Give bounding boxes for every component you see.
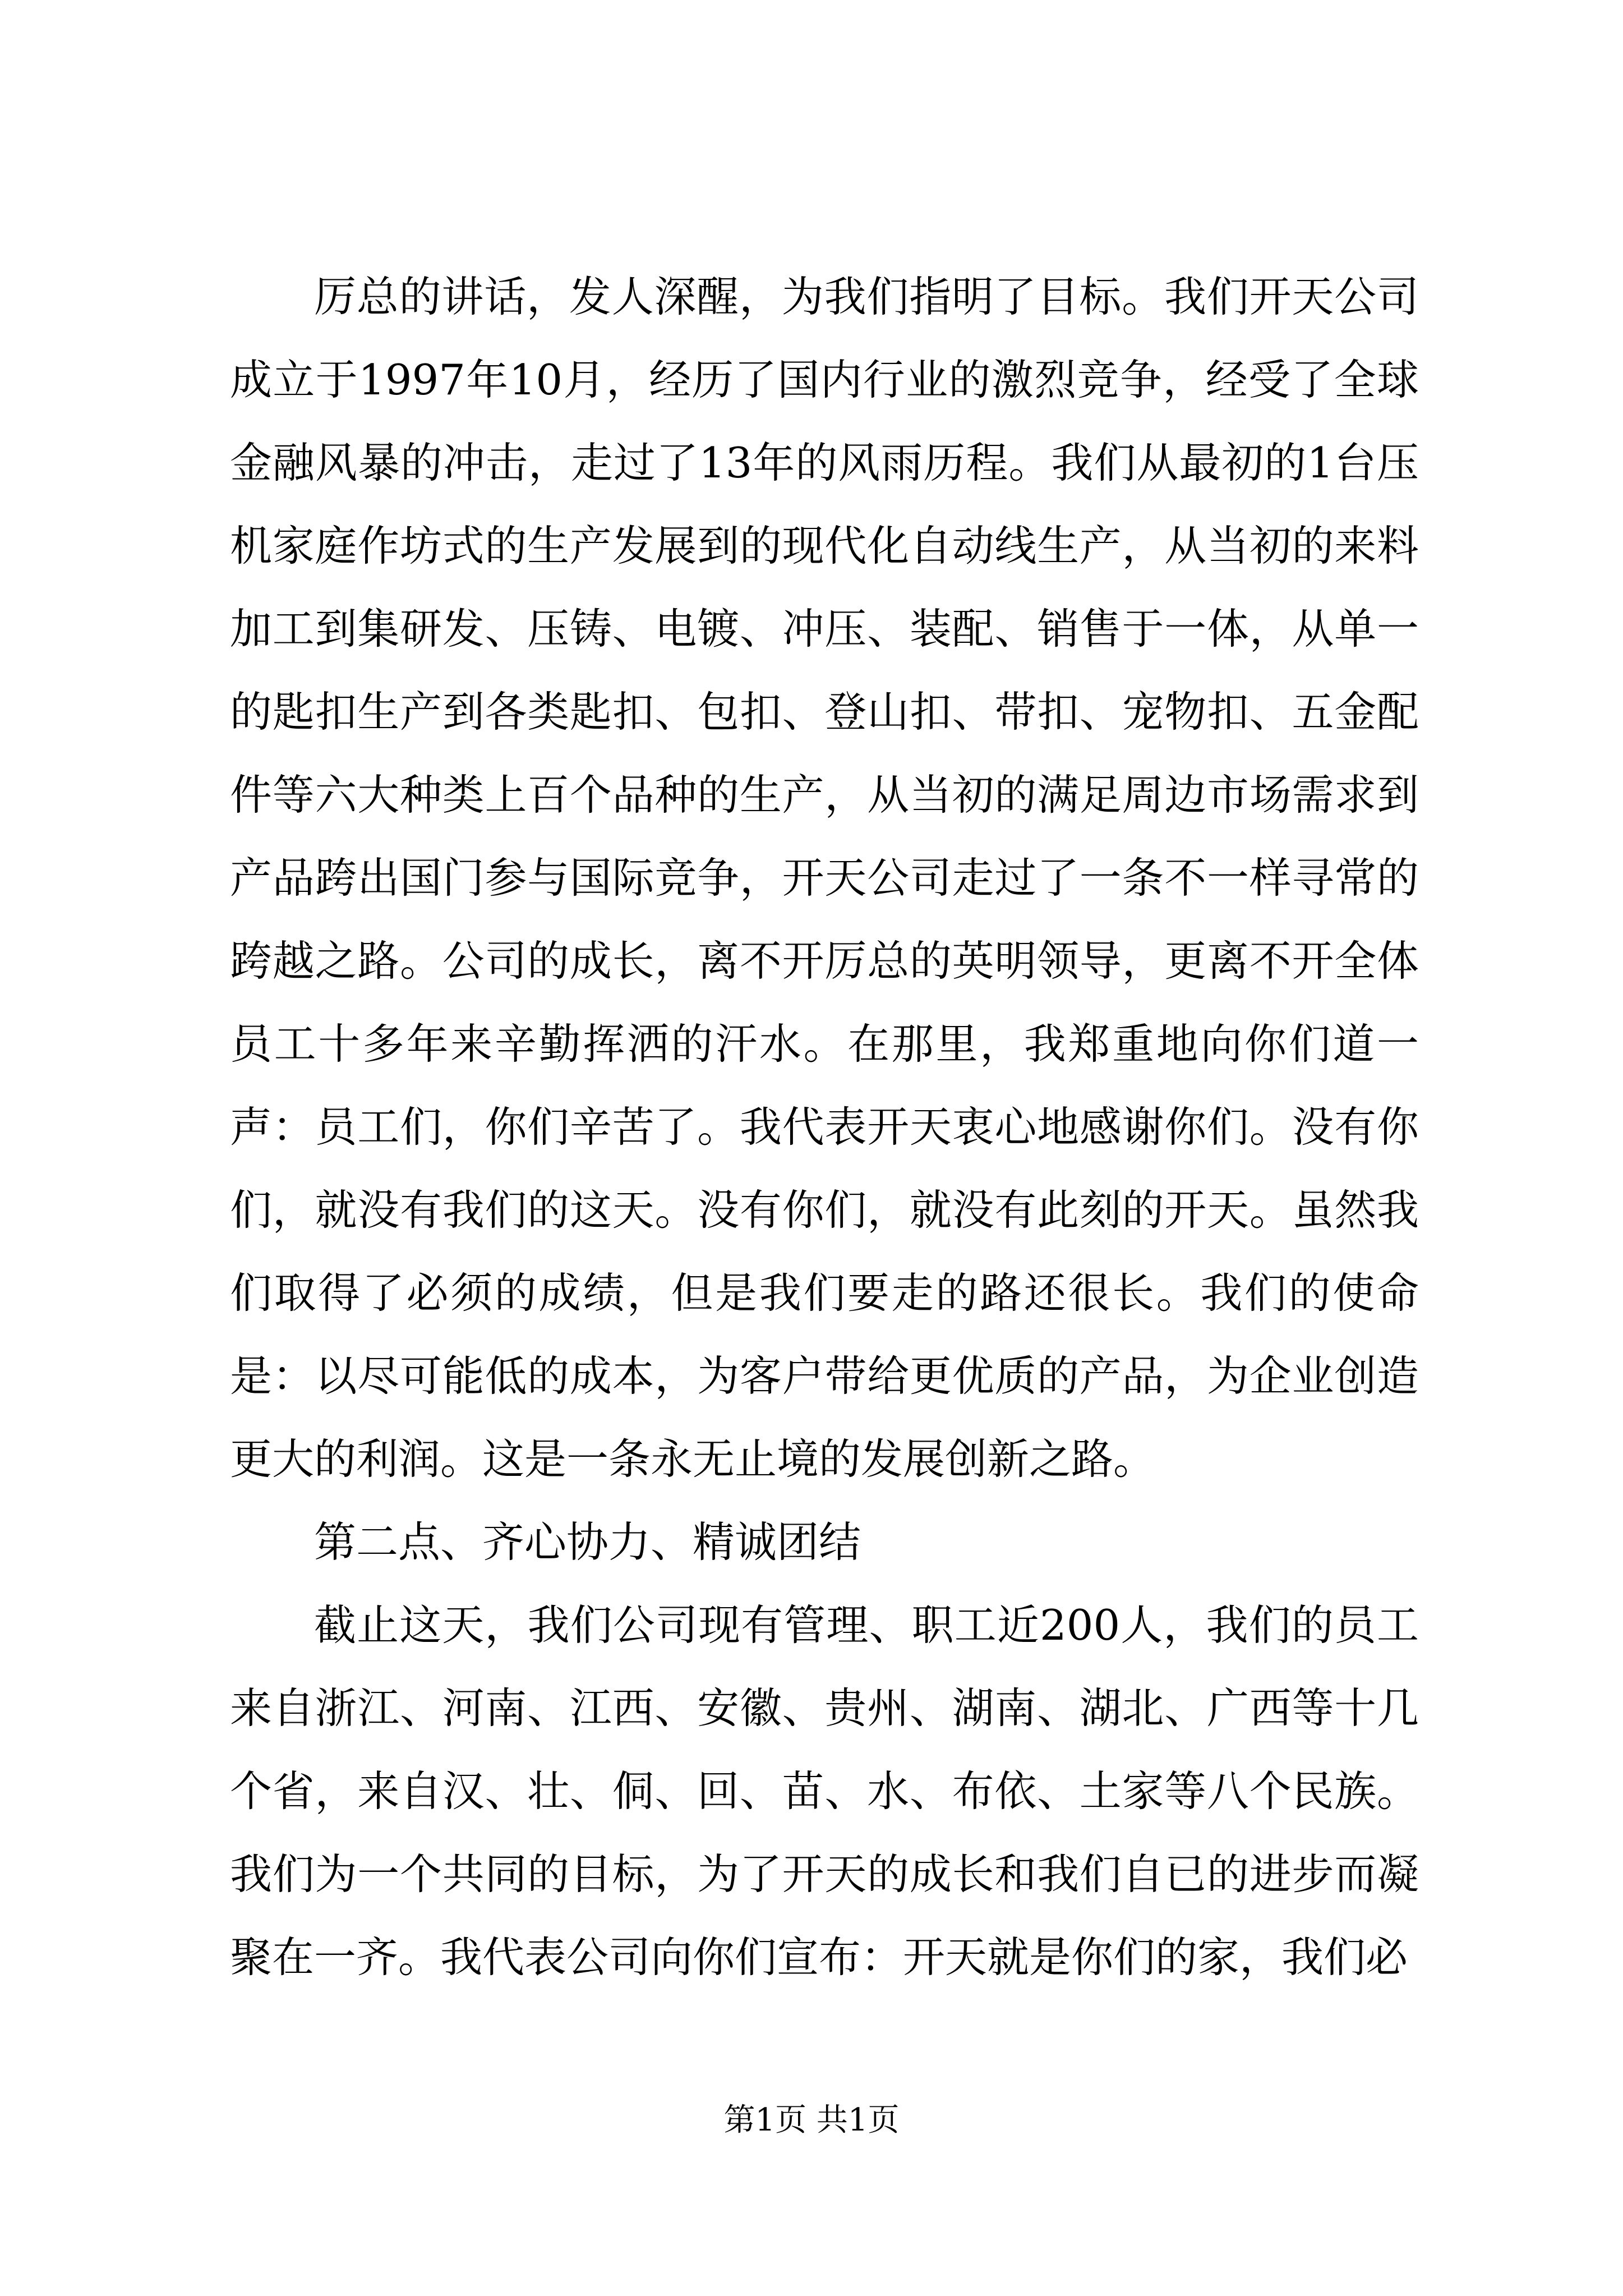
paragraph-3: 截止这天，我们公司现有管理、职工近200人，我们的员工来自浙江、河南、江西、安徽、贵州、湖南、湖北、广西等十几个省，来自汉、壮、侗、回、苗、水、布依、土家等八个民族。我们为一个共同的目标，为了开天的成长和我们自已的进步而凝聚在一齐。我代表公司向你们宣布：开天就是你们的家，我们必 — [230, 1600, 1419, 1982]
paragraph-1: 厉总的讲话，发人深醒，为我们指明了目标。我们开天公司成立于1997年10月，经历了国内行业的激烈竞争，经受了全球金融风暴的冲击，走过了13年的风雨历程。我们从最初的1台压机家庭作坊式的生产发展到的现代化自动线生产，从当初的来料加工到集研发、压铸、电镀、冲压、装配、销售于一体，从单一的匙扣生产到各类匙扣、包扣、登山扣、带扣、宠物扣、五金配件等六大种类上百个品种的生产，从当初的满足周边市场需求到产品跨出国门参与国际竞争，开天公司走过了一条不一样寻常的跨越之路。公司的成长，离不开厉总的英明领导，更离不开全体员工十多年来辛勤挥洒的汗水。在那里，我郑重地向你们道一声：员工们，你们辛苦了。我代表开天衷心地感谢你们。没有你们，就没有我们的这天。没有你们，就没有此刻的开天。虽然我们取得了必须的成绩，但是我们要走的路还很长。我们的使命是：以尽可能低的成本，为客户带给更优质的产品，为企业创造更大的利润。这是一条永无止境的发展创新之路。 — [230, 272, 1419, 1484]
page-footer: 第1页 共1页 — [723, 2102, 900, 2138]
paragraph-2-heading: 第二点、齐心协力、精诚团结 — [314, 1517, 861, 1567]
document-body — [230, 255, 1419, 1999]
